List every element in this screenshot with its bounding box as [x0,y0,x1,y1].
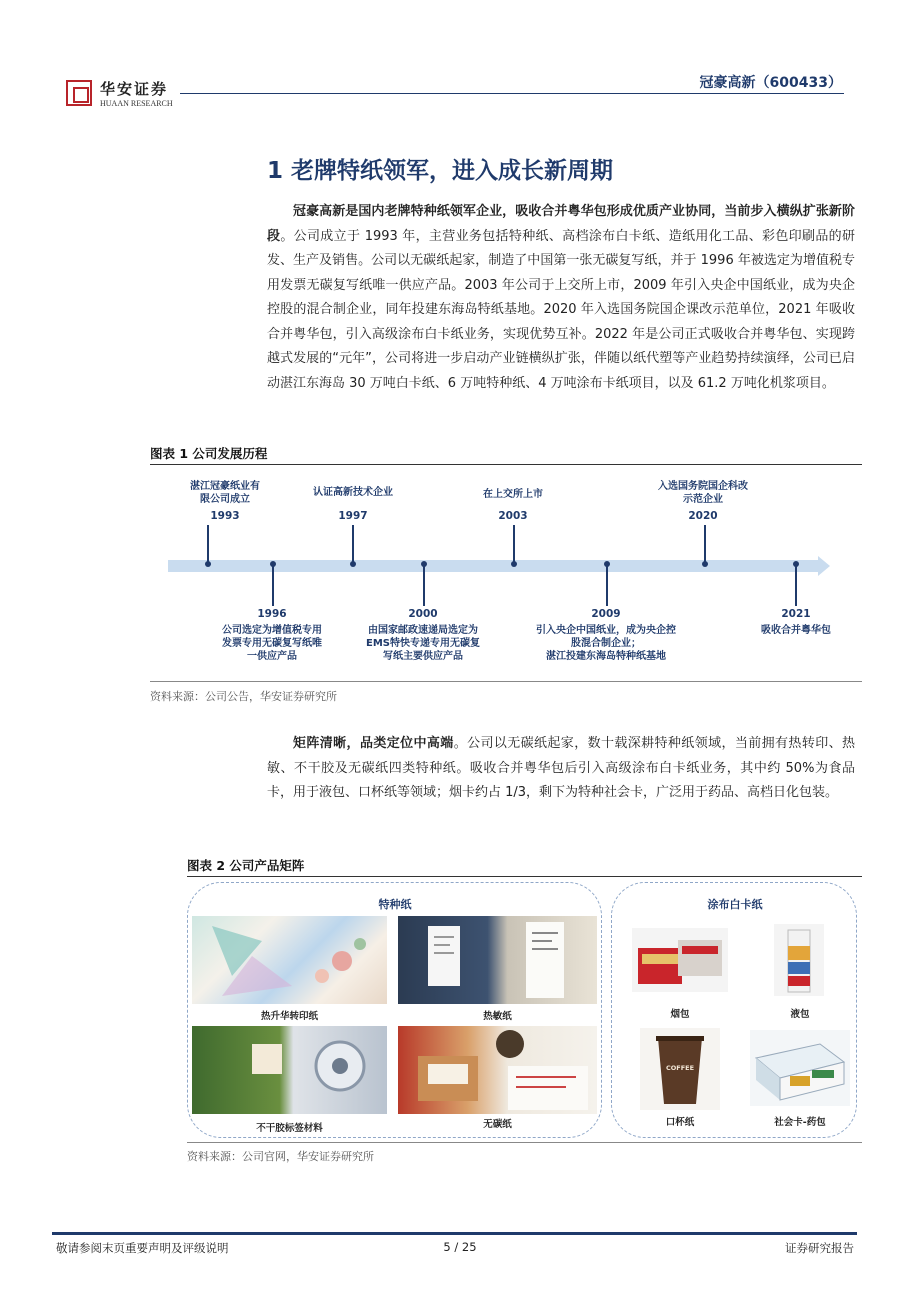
section-title: 1 老牌特纸领军，进入成长新周期 [267,158,614,184]
liquid-pack-carton [774,924,824,996]
footer-divider [52,1232,857,1235]
timeline-event-label: 引入央企中国纸业，成为央企控 股混合制企业； 湛江投建东海岛特种纸基地 [536,625,676,662]
figure2-bottom-rule [187,1142,862,1143]
timeline-event-year: 2020 [688,510,718,522]
timeline-dot [793,561,799,567]
timeline-event-year: 1997 [338,510,368,522]
product-caption: 社会卡-药包 [774,1117,826,1128]
timeline-event-label: 吸收合并粤华包 [761,625,831,636]
timeline-stem [795,566,797,606]
timeline-dot [205,561,211,567]
timeline [150,468,862,678]
report-header-title: 冠豪高新（600433） [699,75,842,91]
paper-cup-photo [640,1028,720,1110]
header-divider [180,93,844,94]
figure1-bottom-rule [150,681,862,682]
timeline-event-label: 湛江冠豪纸业有 限公司成立 [190,481,260,505]
timeline-stem [423,566,425,606]
timeline-dot [702,561,708,567]
transfer-paper-photo [192,916,387,1004]
figure2-source: 资料来源：公司官网，华安证券研究所 [187,1150,374,1163]
timeline-dot [421,561,427,567]
carbonless-paper-forms [398,1026,597,1114]
timeline-event-label: 在上交所上市 [483,489,543,500]
timeline-event-year: 2000 [408,608,438,620]
coated-board-title: 涂布白卡纸 [707,898,763,911]
intro-paragraph-lead: 冠豪高新是国内老牌特种纸领军企业，吸收合并粤华包形成优质产业协同，当前步入横纵扩张新阶段 [267,204,855,244]
carbonless-paper-photo [398,1026,597,1114]
figure2-caption: 图表 2 公司产品矩阵 [187,858,305,873]
timeline-event-label: 由国家邮政速递局选定为 EMS特快专递专用无碳复 写纸主要供应产品 [366,625,480,662]
timeline-event-label: 认证高新技术企业 [313,487,393,498]
figure2-top-rule [187,876,862,877]
cigarette-pack-photo [632,928,728,992]
logo-text-cn: 华安证券 [100,80,169,98]
label-material-roll [192,1026,387,1114]
thermal-paper-photo [398,916,597,1004]
figure1-top-rule [150,464,862,465]
intro-paragraph [267,200,855,396]
product-caption: 液包 [790,1009,810,1020]
timeline-stem [704,525,706,564]
product-caption: 无碳纸 [483,1119,512,1130]
timeline-stem [352,525,354,564]
medicine-box-photo [750,1030,850,1106]
liquid-pack-photo [774,924,824,996]
intro-paragraph-body: 。公司成立于 1993 年，主营业务包括特种纸、高档涂布白卡纸、造纸用化工品、彩色印刷品的研发、生产及销售。公司以无碳纸起家，制造了中国第一张无碳复写纸，并于 1996 年被选定为增值税专用发票无碳复写纸唯一供应产品。2003 年公司于上交所上市，2009 年引入央企中国纸业，成为央企控股的混合制企业，同年投建东海岛特纸基地。2020 年入选国务院国企课改示范单位，2021 年吸收合并粤华包，引入高级涂布白卡纸业务，实现优势互补。2022 年是公司正式吸收合并粤华包、实现跨越式发展的“元年”，公司将进一步启动产业链横纵扩张，伴随以纸代塑等产业趋势持续演绎，公司已启动湛江东海岛 30 万吨白卡纸、6 万吨特种纸、4 万吨涂布卡纸项目，以及 61.2 万吨化机浆项目。 [267,228,855,391]
timeline-dot [350,561,356,567]
timeline-stem [272,566,274,606]
timeline-event-year: 1996 [257,608,287,620]
cup-brand-text: COFFEE [665,1064,695,1072]
footer-disclaimer: 敬请参阅末页重要声明及评级说明 [56,1241,229,1255]
product-caption: 热升华转印纸 [260,1011,318,1022]
timeline-event-year: 2003 [498,510,528,522]
special-paper-title: 特种纸 [378,898,412,911]
timeline-event-year: 2021 [781,608,811,620]
page-number: 5 / 25 [443,1240,477,1254]
timeline-stem [606,566,608,606]
footer-report-type: 证券研究报告 [785,1241,854,1255]
timeline-stem [207,525,209,564]
timeline-event-year: 2009 [591,608,621,620]
product-caption: 烟包 [670,1009,690,1020]
figure1-caption: 图表 1 公司发展历程 [150,446,268,461]
product-paragraph-body: 。公司以无碳纸起家，数十载深耕特种纸领域，当前拥有热转印、热敏、不干胶及无碳纸四类特种纸。吸收合并粤华包后引入高级涂布白卡纸业务，其中约 50%为食品卡，用于液包、口杯纸等领域；烟卡约占 1/3，剩下为特种社会卡，广泛用于药品、高档日化包装。 [267,736,855,800]
product-caption: 口杯纸 [665,1117,695,1128]
product-paragraph [267,732,855,806]
timeline-dot [270,561,276,567]
timeline-dot [511,561,517,567]
product-paragraph-lead: 矩阵清晰，品类定位中高端 [293,736,454,751]
transfer-paper-pattern [192,916,387,1004]
timeline-event-year: 1993 [210,510,240,522]
figure1-source: 资料来源：公司公告，华安证券研究所 [150,690,337,703]
product-caption: 热敏纸 [483,1011,512,1022]
logo-mark [66,80,92,106]
timeline-event-label: 公司选定为增值税专用 发票专用无碳复写纸唯 一供应产品 [222,625,322,662]
logo-text-en: HUAAN RESEARCH [100,99,173,108]
timeline-stem [513,525,515,564]
cigarette-pack-shape [632,928,728,992]
medicine-box-shape [750,1030,850,1106]
product-caption: 不干胶标签材料 [256,1123,323,1134]
thermal-paper-receipt [398,916,597,1004]
timeline-event-label: 入选国务院国企科改 示范企业 [658,481,748,505]
label-material-photo [192,1026,387,1114]
timeline-dot [604,561,610,567]
